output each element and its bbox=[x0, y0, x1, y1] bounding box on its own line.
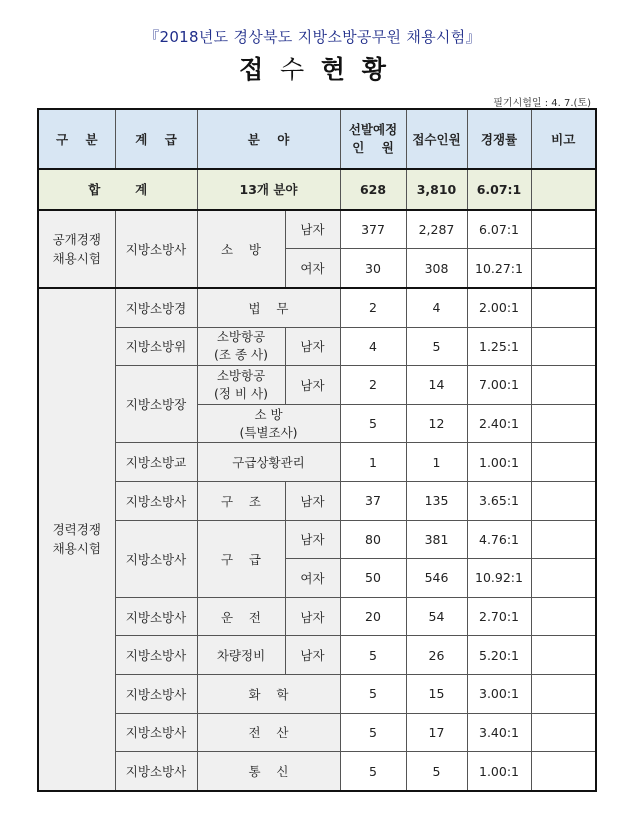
field-cell: 구 조 bbox=[197, 481, 285, 520]
gender-cell: 여자 bbox=[285, 249, 340, 288]
document-title bbox=[0, 50, 625, 86]
ratio-cell: 2.40:1 bbox=[467, 404, 531, 443]
applicants-cell: 135 bbox=[406, 481, 467, 520]
applicants-cell: 54 bbox=[406, 597, 467, 636]
grade-cell: 지방소방사 bbox=[115, 713, 197, 752]
table-row bbox=[38, 636, 596, 675]
ratio-cell: 10.92:1 bbox=[467, 559, 531, 598]
table-row bbox=[38, 713, 596, 752]
remarks-cell bbox=[531, 443, 596, 482]
total-planned: 628 bbox=[340, 169, 406, 210]
document-subtitle: 『2018년도 경상북도 지방소방공무원 채용시험』 bbox=[144, 28, 481, 46]
planned-cell: 30 bbox=[340, 249, 406, 288]
grade-cell: 지방소방사 bbox=[115, 636, 197, 675]
applicants-cell: 12 bbox=[406, 404, 467, 443]
col-division: 구 분 bbox=[38, 109, 115, 169]
field-cell: 법 무 bbox=[197, 288, 340, 327]
career-exam-category: 경력경쟁 채용시험 bbox=[38, 288, 115, 791]
title-char-2: 수 bbox=[279, 55, 305, 84]
table-row bbox=[38, 210, 596, 249]
field-cell: 운 전 bbox=[197, 597, 285, 636]
planned-cell: 377 bbox=[340, 210, 406, 249]
ratio-cell: 3.65:1 bbox=[467, 481, 531, 520]
remarks-cell bbox=[531, 636, 596, 675]
ratio-cell: 1.25:1 bbox=[467, 327, 531, 366]
table-row bbox=[38, 752, 596, 791]
table-row bbox=[38, 443, 596, 482]
grade-cell: 지방소방사 bbox=[115, 675, 197, 714]
title-char-3: 현 bbox=[320, 55, 346, 84]
open-exam-grade: 지방소방사 bbox=[115, 210, 197, 288]
planned-cell: 2 bbox=[340, 366, 406, 405]
remarks-cell bbox=[531, 481, 596, 520]
field-cell: 화 학 bbox=[197, 675, 340, 714]
planned-cell: 2 bbox=[340, 288, 406, 327]
exam-date: 필기시험일 : 4. 7.(토) bbox=[493, 98, 591, 109]
gender-cell: 남자 bbox=[285, 597, 340, 636]
planned-cell: 37 bbox=[340, 481, 406, 520]
applicants-cell: 4 bbox=[406, 288, 467, 327]
planned-cell: 20 bbox=[340, 597, 406, 636]
applicants-cell: 15 bbox=[406, 675, 467, 714]
planned-cell: 5 bbox=[340, 636, 406, 675]
remarks-cell bbox=[531, 404, 596, 443]
remarks-cell bbox=[531, 366, 596, 405]
col-planned-line1: 선발예정 bbox=[348, 122, 398, 137]
total-field: 13개 분야 bbox=[197, 169, 340, 210]
open-exam-field: 소 방 bbox=[197, 210, 285, 288]
grade-cell: 지방소방위 bbox=[115, 327, 197, 366]
gender-cell: 남자 bbox=[285, 481, 340, 520]
table-row bbox=[38, 520, 596, 559]
ratio-cell: 3.00:1 bbox=[467, 675, 531, 714]
ratio-cell: 6.07:1 bbox=[467, 210, 531, 249]
grade-cell: 지방소방장 bbox=[115, 366, 197, 443]
total-remarks bbox=[531, 169, 596, 210]
grade-cell: 지방소방사 bbox=[115, 752, 197, 791]
ratio-cell: 7.00:1 bbox=[467, 366, 531, 405]
col-field: 분 야 bbox=[197, 109, 340, 169]
table-row bbox=[38, 327, 596, 366]
applicants-cell: 5 bbox=[406, 327, 467, 366]
planned-cell: 5 bbox=[340, 404, 406, 443]
applicants-cell: 381 bbox=[406, 520, 467, 559]
ratio-cell: 5.20:1 bbox=[467, 636, 531, 675]
ratio-cell: 4.76:1 bbox=[467, 520, 531, 559]
remarks-cell bbox=[531, 597, 596, 636]
header-row bbox=[38, 109, 596, 169]
gender-cell: 남자 bbox=[285, 520, 340, 559]
title-char-1: 접 bbox=[239, 55, 264, 84]
remarks-cell bbox=[531, 288, 596, 327]
field-cell: 차량정비 bbox=[197, 636, 285, 675]
applicants-cell: 546 bbox=[406, 559, 467, 598]
planned-cell: 5 bbox=[340, 752, 406, 791]
remarks-cell bbox=[531, 713, 596, 752]
col-planned bbox=[340, 109, 406, 169]
gender-cell: 남자 bbox=[285, 366, 340, 405]
field-cell: 구 급 bbox=[197, 520, 285, 597]
table-row bbox=[38, 366, 596, 405]
applicants-cell: 1 bbox=[406, 443, 467, 482]
total-applicants: 3,810 bbox=[406, 169, 467, 210]
planned-cell: 1 bbox=[340, 443, 406, 482]
gender-cell: 남자 bbox=[285, 636, 340, 675]
application-status-table bbox=[37, 108, 597, 792]
field-cell: 소방항공 (조 종 사) bbox=[197, 327, 285, 366]
field-cell: 소 방 (특별조사) bbox=[197, 404, 340, 443]
ratio-cell: 2.00:1 bbox=[467, 288, 531, 327]
planned-cell: 4 bbox=[340, 327, 406, 366]
applicants-cell: 14 bbox=[406, 366, 467, 405]
remarks-cell bbox=[531, 520, 596, 559]
col-ratio: 경쟁률 bbox=[467, 109, 531, 169]
grade-cell: 지방소방사 bbox=[115, 520, 197, 597]
gender-cell: 남자 bbox=[285, 327, 340, 366]
table-row bbox=[38, 288, 596, 327]
applicants-cell: 308 bbox=[406, 249, 467, 288]
field-cell: 구급상황관리 bbox=[197, 443, 340, 482]
remarks-cell bbox=[531, 559, 596, 598]
remarks-cell bbox=[531, 675, 596, 714]
total-label: 합 계 bbox=[38, 169, 197, 210]
total-row bbox=[38, 169, 596, 210]
grade-cell: 지방소방사 bbox=[115, 597, 197, 636]
ratio-cell: 10.27:1 bbox=[467, 249, 531, 288]
remarks-cell bbox=[531, 327, 596, 366]
grade-cell: 지방소방사 bbox=[115, 481, 197, 520]
ratio-cell: 2.70:1 bbox=[467, 597, 531, 636]
planned-cell: 80 bbox=[340, 520, 406, 559]
field-cell: 전 산 bbox=[197, 713, 340, 752]
col-applicants: 접수인원 bbox=[406, 109, 467, 169]
field-cell: 소방항공 (정 비 사) bbox=[197, 366, 285, 405]
table-row bbox=[38, 597, 596, 636]
applicants-cell: 17 bbox=[406, 713, 467, 752]
grade-cell: 지방소방경 bbox=[115, 288, 197, 327]
applicants-cell: 2,287 bbox=[406, 210, 467, 249]
col-remarks: 비고 bbox=[531, 109, 596, 169]
total-ratio: 6.07:1 bbox=[467, 169, 531, 210]
remarks-cell bbox=[531, 210, 596, 249]
gender-cell: 여자 bbox=[285, 559, 340, 598]
table-row bbox=[38, 481, 596, 520]
remarks-cell bbox=[531, 249, 596, 288]
gender-cell: 남자 bbox=[285, 210, 340, 249]
col-grade: 계 급 bbox=[115, 109, 197, 169]
ratio-cell: 1.00:1 bbox=[467, 752, 531, 791]
title-char-4: 황 bbox=[361, 55, 386, 84]
planned-cell: 5 bbox=[340, 675, 406, 714]
ratio-cell: 1.00:1 bbox=[467, 443, 531, 482]
planned-cell: 50 bbox=[340, 559, 406, 598]
col-planned-line2: 인 원 bbox=[352, 140, 394, 155]
planned-cell: 5 bbox=[340, 713, 406, 752]
applicants-cell: 26 bbox=[406, 636, 467, 675]
field-cell: 통 신 bbox=[197, 752, 340, 791]
applicants-cell: 5 bbox=[406, 752, 467, 791]
grade-cell: 지방소방교 bbox=[115, 443, 197, 482]
ratio-cell: 3.40:1 bbox=[467, 713, 531, 752]
open-exam-category: 공개경쟁 채용시험 bbox=[38, 210, 115, 288]
table-row bbox=[38, 675, 596, 714]
remarks-cell bbox=[531, 752, 596, 791]
